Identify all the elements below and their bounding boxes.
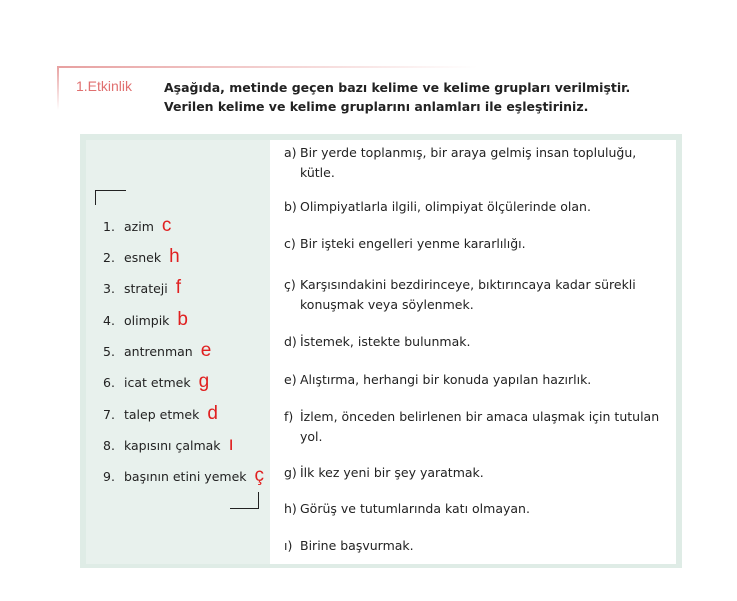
- word-item: [103, 309, 188, 331]
- handwritten-answer: e: [200, 340, 212, 361]
- word-text: kapısını çalmak: [124, 438, 221, 453]
- word-item: [103, 215, 171, 237]
- definition-letter: ı): [284, 538, 293, 553]
- word-text: esnek: [124, 250, 162, 265]
- word-number: 6.: [103, 375, 115, 390]
- definition-letter: g): [284, 465, 297, 480]
- definition-letter: h): [284, 501, 297, 516]
- instruction-text: Aşağıda, metinde geçen bazı kelime ve kelime grupları verilmiştir. Verilen kelime ve kelime gruplarını anlamları ile eşleştiriniz.: [164, 80, 631, 114]
- definition-text: Bir işteki engelleri yenme kararlılığı.: [300, 236, 526, 251]
- definition-text: İzlem, önceden belirlenen bir amaca ulaşmak için tutulan yol.: [300, 409, 660, 444]
- word-text: strateji: [124, 281, 168, 296]
- corner-bracket-top: [95, 190, 126, 205]
- definition-item: [284, 332, 664, 352]
- word-item: [103, 246, 180, 268]
- definition-item: [284, 197, 664, 217]
- definition-text: İstemek, istekte bulunmak.: [300, 334, 471, 349]
- definition-letter: c): [284, 236, 296, 251]
- definition-text: Bir yerde toplanmış, bir araya gelmiş insan topluluğu, kütle.: [300, 145, 637, 180]
- handwritten-answer: d: [207, 403, 218, 424]
- handwritten-answer: g: [198, 371, 210, 392]
- corner-bracket-bottom: [230, 492, 259, 509]
- word-number: 1.: [103, 219, 115, 234]
- word-number: 8.: [103, 438, 115, 453]
- definition-letter: f): [284, 409, 294, 424]
- definition-text: Görüş ve tutumlarında katı olmayan.: [300, 501, 530, 516]
- header-side-line: [57, 66, 59, 110]
- definition-item: [284, 370, 664, 390]
- word-item: [103, 277, 181, 299]
- word-number: 9.: [103, 469, 115, 484]
- definition-item: [284, 234, 664, 254]
- definition-text: Alıştırma, herhangi bir konuda yapılan hazırlık.: [300, 372, 592, 387]
- handwritten-answer: c: [161, 215, 172, 236]
- word-item: [103, 465, 264, 487]
- definition-letter: a): [284, 145, 297, 160]
- word-text: talep etmek: [124, 407, 200, 422]
- word-text: olimpik: [124, 313, 170, 328]
- word-text: azim: [124, 219, 154, 234]
- definition-item: [284, 143, 664, 183]
- definition-letter: e): [284, 372, 297, 387]
- handwritten-answer: ç: [254, 465, 264, 486]
- word-text: icat etmek: [124, 375, 191, 390]
- definition-letter: d): [284, 334, 297, 349]
- handwritten-answer: h: [169, 246, 180, 267]
- definition-item: [284, 275, 664, 315]
- word-item: [103, 403, 218, 425]
- definition-text: İlk kez yeni bir şey yaratmak.: [300, 465, 484, 480]
- definition-item: [284, 536, 664, 556]
- word-number: 4.: [103, 313, 115, 328]
- definition-item: [284, 463, 664, 483]
- definition-letter: ç): [284, 277, 296, 292]
- definition-item: [284, 499, 664, 519]
- word-text: antrenman: [124, 344, 193, 359]
- definition-text: Birine başvurmak.: [300, 538, 414, 553]
- definition-item: [284, 407, 664, 447]
- word-number: 3.: [103, 281, 115, 296]
- word-number: 2.: [103, 250, 115, 265]
- handwritten-answer: b: [177, 309, 188, 330]
- activity-label: 1.Etkinlik: [76, 78, 133, 94]
- word-item: [103, 340, 211, 362]
- definition-letter: b): [284, 199, 297, 214]
- definition-text: Karşısındakini bezdirinceye, bıktırıncaya kadar sürekli konuşmak veya söylenmek.: [300, 277, 636, 312]
- handwritten-answer: ı: [228, 434, 234, 455]
- word-number: 7.: [103, 407, 115, 422]
- handwritten-answer: f: [175, 277, 182, 298]
- word-text: başının etini yemek: [124, 469, 247, 484]
- header-top-line: [57, 66, 477, 68]
- word-number: 5.: [103, 344, 115, 359]
- word-item: [103, 371, 209, 393]
- definition-text: Olimpiyatlarla ilgili, olimpiyat ölçülerinde olan.: [300, 199, 591, 214]
- word-item: [103, 434, 234, 456]
